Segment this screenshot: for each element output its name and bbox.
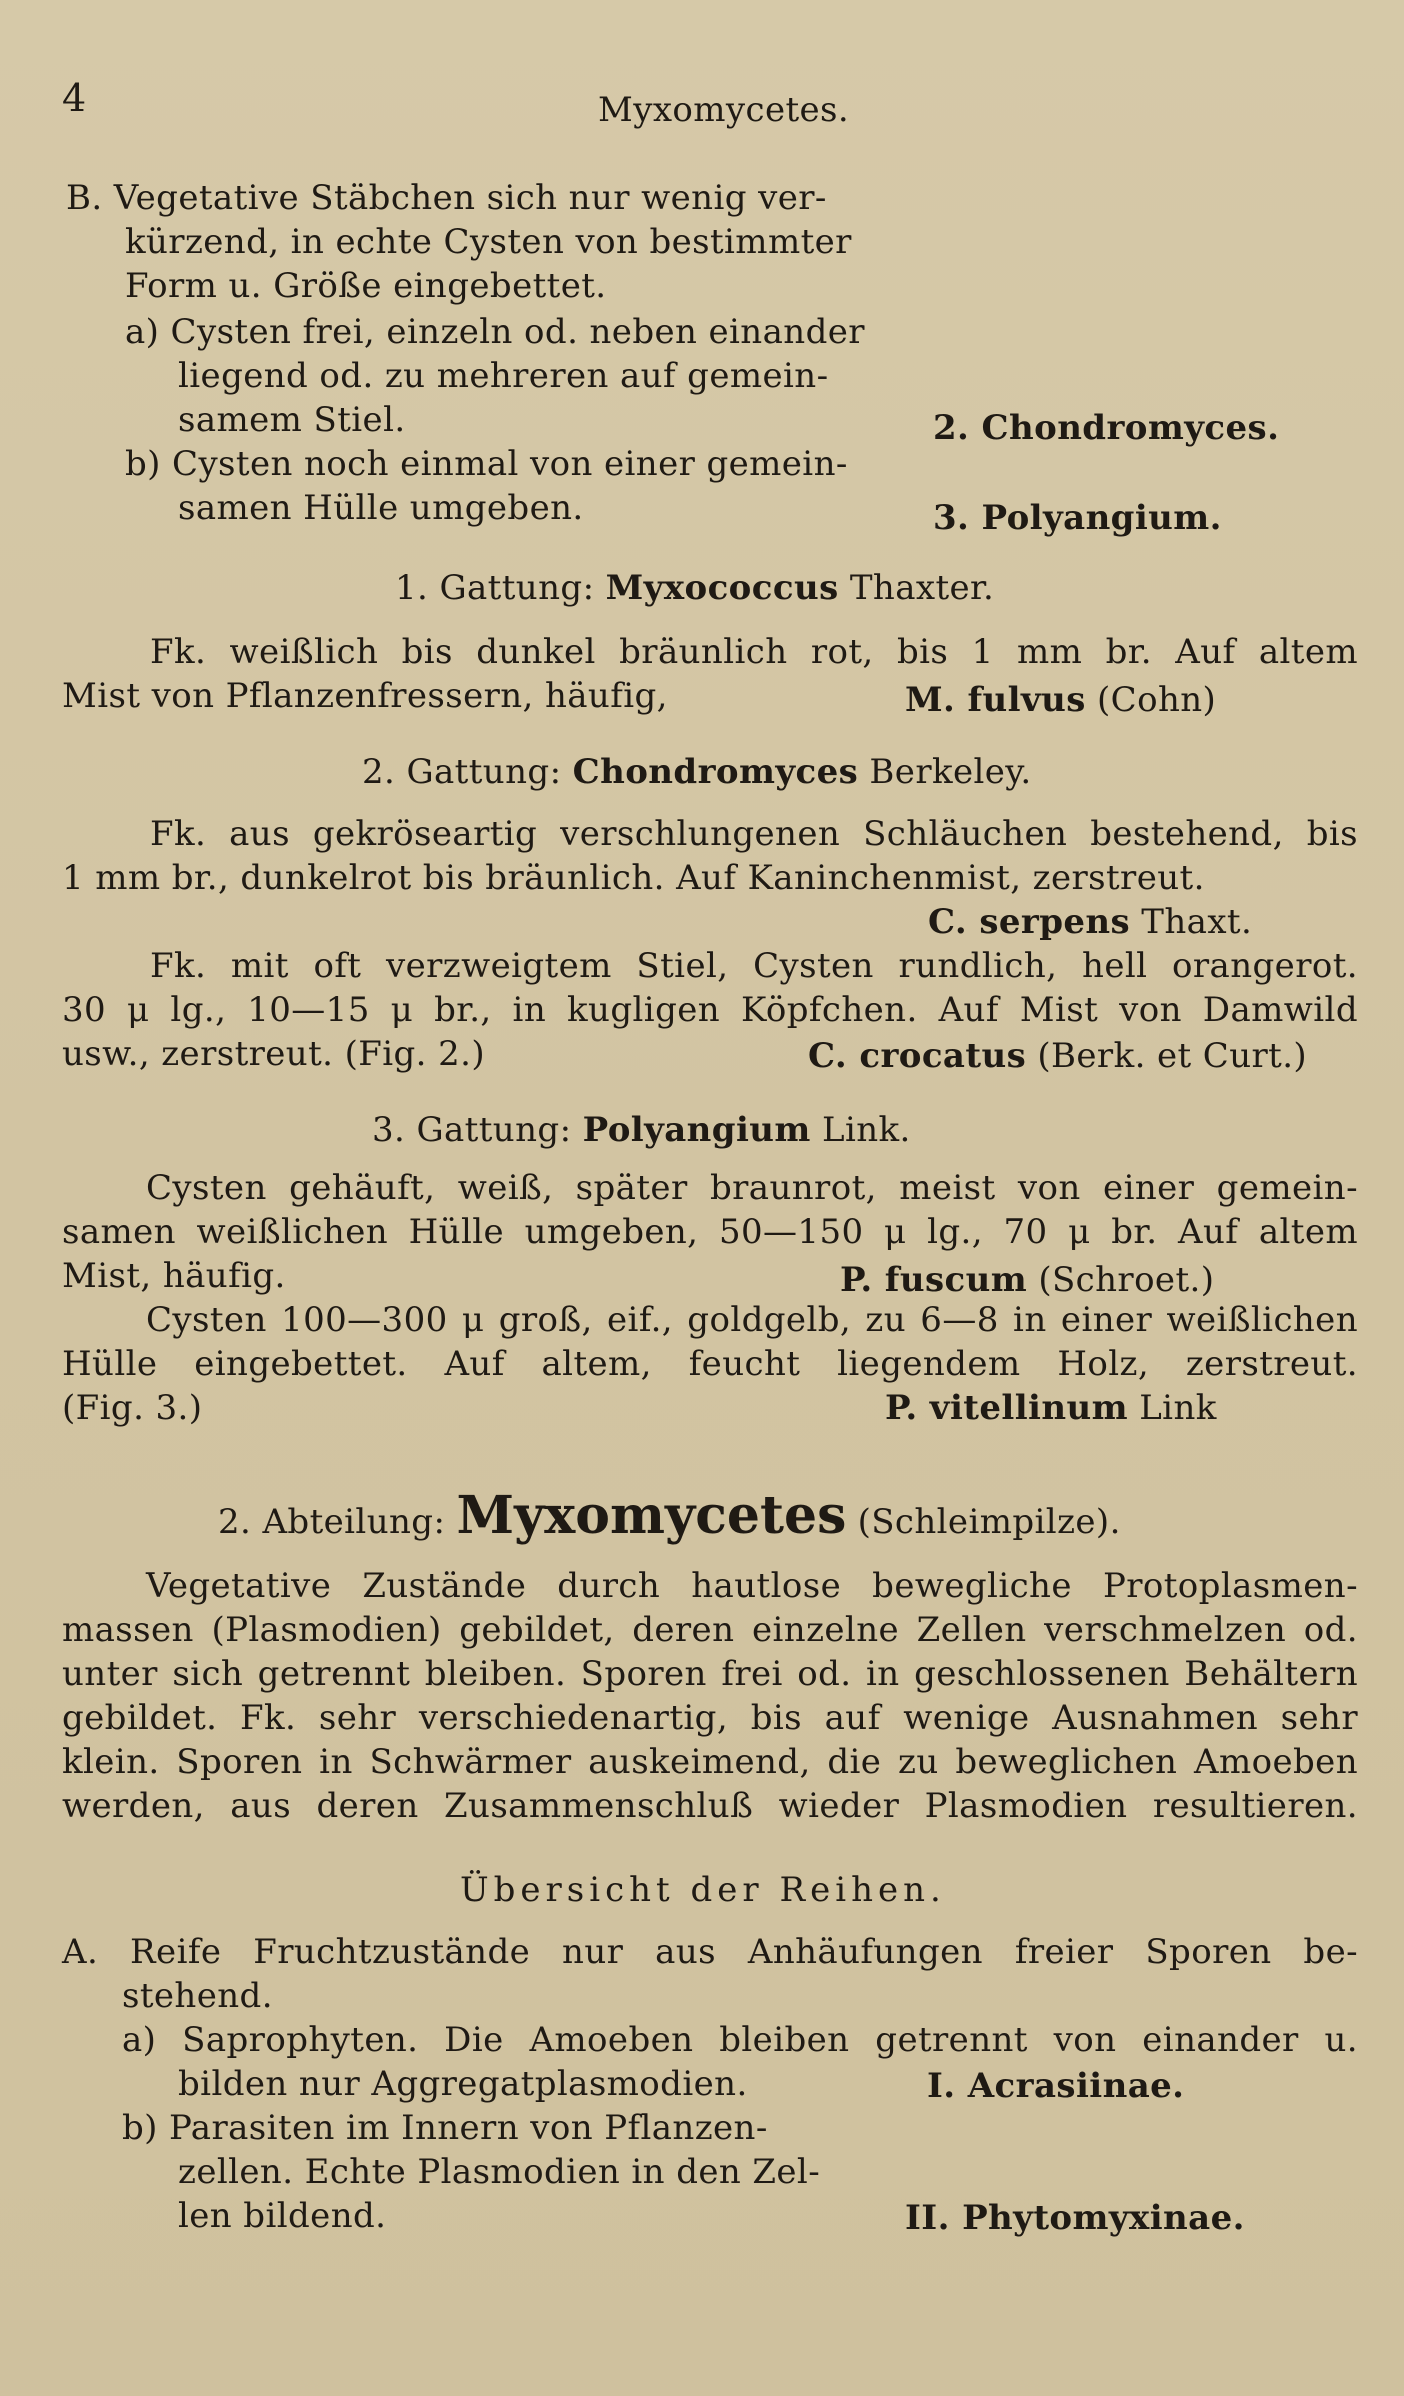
genus-2-author: Berkeley. [858, 752, 1032, 792]
genus-3-line-5: Hülle eingebettet. Auf altem, feucht liegendem Holz, zerstreut. [62, 1344, 1358, 1384]
key-b-a-line-3: samem Stiel. [178, 400, 406, 440]
division-line-3: unter sich getrennt bleiben. Sporen frei od. in geschlossenen Behältern [62, 1654, 1358, 1694]
species-name: P. vitellinum [885, 1388, 1128, 1428]
key-b-line-1: B. Vegetative Stäbchen sich nur wenig ver- [66, 178, 827, 218]
overview-b-result: II. Phytomyxinae. [905, 2198, 1245, 2238]
species-author: (Schroet.) [1027, 1260, 1215, 1300]
genus-3-species-1 [840, 1260, 1214, 1300]
overview-A-line-1: A. Reife Fruchtzustände nur aus Anhäufungen freier Sporen be- [62, 1932, 1358, 1972]
genus-1-heading [395, 568, 994, 608]
overview-b-line-1: b) Parasiten im Innern von Pflanzen- [122, 2108, 768, 2148]
species-author: Link [1127, 1388, 1217, 1428]
genus-3-heading [372, 1110, 911, 1150]
key-b-b-line-2: samen Hülle umgeben. [178, 488, 584, 528]
overview-title: Übersicht der Reihen. [460, 1870, 946, 1910]
genus-2-line-1: Fk. aus gekröseartig verschlungenen Schläuchen bestehend, bis [150, 814, 1358, 854]
genus-2-name: Chondromyces [572, 752, 859, 792]
division-line-4: gebildet. Fk. sehr verschiedenartig, bis auf wenige Ausnahmen sehr [62, 1698, 1358, 1738]
overview-b-line-2: zellen. Echte Plasmodien in den Zel- [178, 2152, 821, 2192]
division-line-6: werden, aus deren Zusammenschluß wieder Plasmodien resultieren. [62, 1786, 1358, 1826]
overview-a-line-2: bilden nur Aggregatplasmodien. [178, 2064, 748, 2104]
species-author: Thaxt. [1130, 902, 1253, 942]
genus-2-line-5: usw., zerstreut. (Fig. 2.) [62, 1034, 485, 1074]
genus-3-line-3: Mist, häufig. [62, 1256, 286, 1296]
key-b-a-line-1: a) Cysten frei, einzeln od. neben einander [125, 312, 865, 352]
species-name: C. serpens [928, 902, 1131, 942]
genus-3-line-1: Cysten gehäuft, weiß, später braunrot, meist von einer gemein- [146, 1168, 1358, 1208]
overview-a-result: I. Acrasiinae. [927, 2066, 1185, 2106]
genus-1-line-2: Mist von Pflanzenfressern, häufig, [62, 676, 668, 716]
genus-1-species [905, 680, 1216, 720]
running-title: Myxomycetes. [598, 90, 850, 130]
overview-a-line-1: a) Saprophyten. Die Amoeben bleiben getrennt von einander u. [122, 2020, 1358, 2060]
key-b-line-3: Form u. Größe eingebettet. [125, 266, 607, 306]
genus-3-prefix: 3. Gattung: [372, 1110, 583, 1150]
genus-1-prefix: 1. Gattung: [395, 568, 606, 608]
genus-3-author: Link. [810, 1110, 911, 1150]
division-suffix: (Schleimpilze). [846, 1502, 1121, 1542]
genus-1-name: Myxococcus [605, 568, 839, 608]
key-b-line-2: kürzend, in echte Cysten von bestimmter [125, 222, 852, 262]
division-prefix: 2. Abteilung: [218, 1502, 457, 1542]
genus-2-heading [362, 752, 1032, 792]
key-b-b-line-1: b) Cysten noch einmal von einer gemein- [125, 444, 848, 484]
key-b-a-result: 2. Chondromyces. [933, 408, 1280, 448]
species-name: C. crocatus [808, 1036, 1027, 1076]
genus-1-line-1: Fk. weißlich bis dunkel bräunlich rot, bis 1 mm br. Auf altem [150, 632, 1358, 672]
genus-3-species-2 [885, 1388, 1217, 1428]
genus-1-author: Thaxter. [838, 568, 995, 608]
division-line-1: Vegetative Zustände durch hautlose bewegliche Protoplasmen- [146, 1566, 1358, 1606]
key-b-b-result: 3. Polyangium. [933, 498, 1222, 538]
genus-3-line-2: samen weißlichen Hülle umgeben, 50—150 μ lg., 70 μ br. Auf altem [62, 1212, 1358, 1252]
overview-b-line-3: len bildend. [178, 2196, 387, 2236]
key-b-a-line-2: liegend od. zu mehreren auf gemein- [178, 356, 829, 396]
division-line-2: massen (Plasmodien) gebildet, deren einzelne Zellen verschmelzen od. [62, 1610, 1358, 1650]
genus-2-line-2: 1 mm br., dunkelrot bis bräunlich. Auf Kaninchenmist, zerstreut. [62, 858, 1205, 898]
genus-2-prefix: 2. Gattung: [362, 752, 573, 792]
genus-2-species-2 [808, 1036, 1307, 1076]
overview-A-line-2: stehend. [122, 1976, 273, 2016]
genus-3-line-4: Cysten 100—300 μ groß, eif., goldgelb, zu 6—8 in einer weißlichen [146, 1300, 1358, 1340]
genus-2-line-4: 30 μ lg., 10—15 μ br., in kugligen Köpfchen. Auf Mist von Damwild [62, 990, 1358, 1030]
genus-2-species-1 [928, 902, 1252, 942]
genus-2-line-3: Fk. mit oft verzweigtem Stiel, Cysten rundlich, hell orangerot. [150, 946, 1358, 986]
genus-3-line-6: (Fig. 3.) [62, 1388, 203, 1428]
genus-3-name: Polyangium [582, 1110, 811, 1150]
species-name: P. fuscum [840, 1260, 1028, 1300]
species-author: (Berk. et Curt.) [1026, 1036, 1308, 1076]
page-number: 4 [62, 76, 87, 120]
species-name: M. fulvus [905, 680, 1086, 720]
division-line-5: klein. Sporen in Schwärmer auskeimend, die zu beweglichen Amoeben [62, 1742, 1358, 1782]
division-name: Myxomycetes [456, 1485, 847, 1546]
species-author: (Cohn) [1085, 680, 1217, 720]
division-heading [218, 1484, 1121, 1554]
